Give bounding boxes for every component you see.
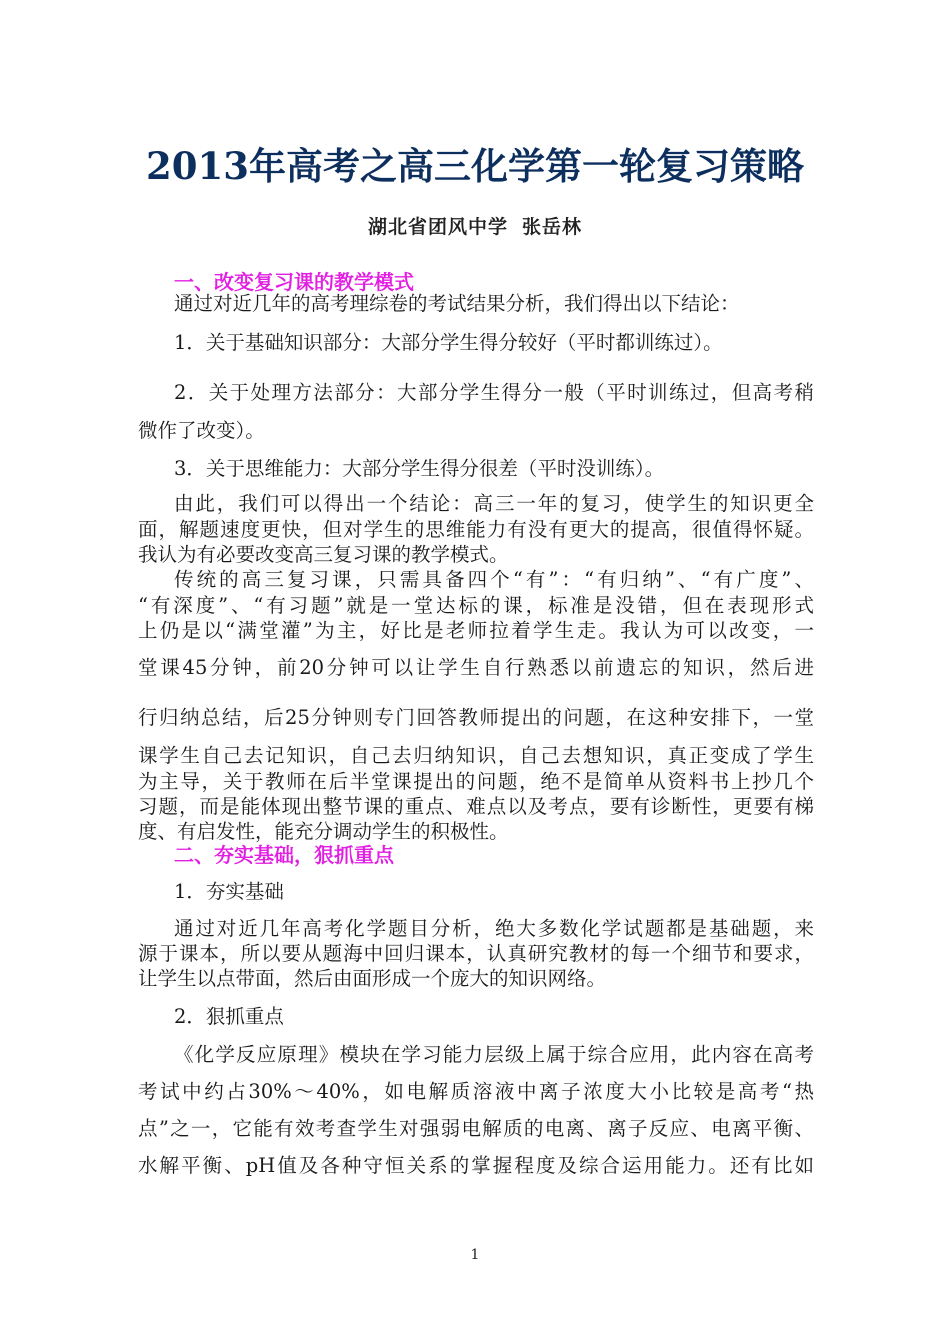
paragraph-line: 源于课本，所以要从题海中回归课本，认真研究教材的每一个细节和要求， (138, 942, 814, 965)
author-name: 张岳林 (522, 216, 583, 238)
paragraph-line: 面，解题速度更快，但对学生的思维能力有没有更大的提高，很值得怀疑。 (138, 518, 814, 541)
paragraph-line: 通过对近几年的高考理综卷的考试结果分析，我们得出以下结论： (174, 292, 740, 315)
paragraph-line: 微作了改变）。 (138, 419, 265, 442)
author-line (0, 212, 950, 239)
paragraph-line: 2．狠抓重点 (174, 1005, 284, 1028)
paragraph-line: 传统的高三复习课，只需具备四个“有”：“有归纳”、“有广度”、 (174, 568, 814, 591)
paragraph-line: 习题，而是能体现出整节课的重点、难点以及考点，要有诊断性，更要有梯 (138, 795, 814, 818)
paragraph-line: 《化学反应原理》模块在学习能力层级上属于综合应用，此内容在高考 (174, 1043, 814, 1066)
paragraph-line: “有深度”、“有习题”就是一堂达标的课，标准是没错，但在表现形式 (138, 594, 814, 617)
paragraph-line: 3．关于思维能力：大部分学生得分很差（平时没训练）。 (174, 457, 665, 480)
paragraph-line: 课学生自己去记知识，自己去归纳知识，自己去想知识，真正变成了学生 (138, 744, 814, 767)
paragraph-line: 通过对近几年高考化学题目分析，绝大多数化学试题都是基础题，来 (174, 917, 814, 940)
paragraph-line: 让学生以点带面，然后由面形成一个庞大的知识网络。 (138, 967, 607, 990)
paragraph-line: 1．关于基础知识部分：大部分学生得分较好（平时都训练过）。 (174, 331, 723, 354)
paragraph-line: 考试中约占30%～40%，如电解质溶液中离子浓度大小比较是高考“热 (138, 1080, 814, 1103)
document-title: 2013年高考之高三化学第一轮复习策略 (146, 144, 804, 188)
author-school: 湖北省团风中学 (367, 216, 508, 238)
paragraph-line: 我认为有必要改变高三复习课的教学模式。 (138, 543, 509, 566)
paragraph-line: 1．夯实基础 (174, 880, 284, 903)
paragraph-line: 行归纳总结，后25分钟则专门回答教师提出的问题，在这种安排下，一堂 (138, 706, 814, 729)
paragraph-line: 点”之一，它能有效考查学生对强弱电解质的电离、离子反应、电离平衡、 (138, 1117, 814, 1140)
paragraph-line: 为主导，关于教师在后半堂课提出的问题，绝不是简单从资料书上抄几个 (138, 770, 814, 793)
page-number: 1 (470, 1247, 480, 1263)
section-heading: 一、改变复习课的教学模式 (174, 270, 414, 294)
paragraph-line: 上仍是以“满堂灌”为主，好比是老师拉着学生走。我认为可以改变，一 (138, 619, 814, 642)
paragraph-line: 水解平衡、pH值及各种守恒关系的掌握程度及综合运用能力。还有比如 (138, 1154, 814, 1177)
paragraph-line: 2．关于处理方法部分：大部分学生得分一般（平时训练过，但高考稍 (174, 381, 814, 404)
paragraph-line: 堂课45分钟，前20分钟可以让学生自行熟悉以前遗忘的知识，然后进 (138, 656, 814, 679)
paragraph-line: 度、有启发性，能充分调动学生的积极性。 (138, 820, 509, 843)
paragraph-line: 由此，我们可以得出一个结论：高三一年的复习，使学生的知识更全 (174, 492, 814, 515)
section-heading: 二、夯实基础，狠抓重点 (174, 843, 394, 867)
